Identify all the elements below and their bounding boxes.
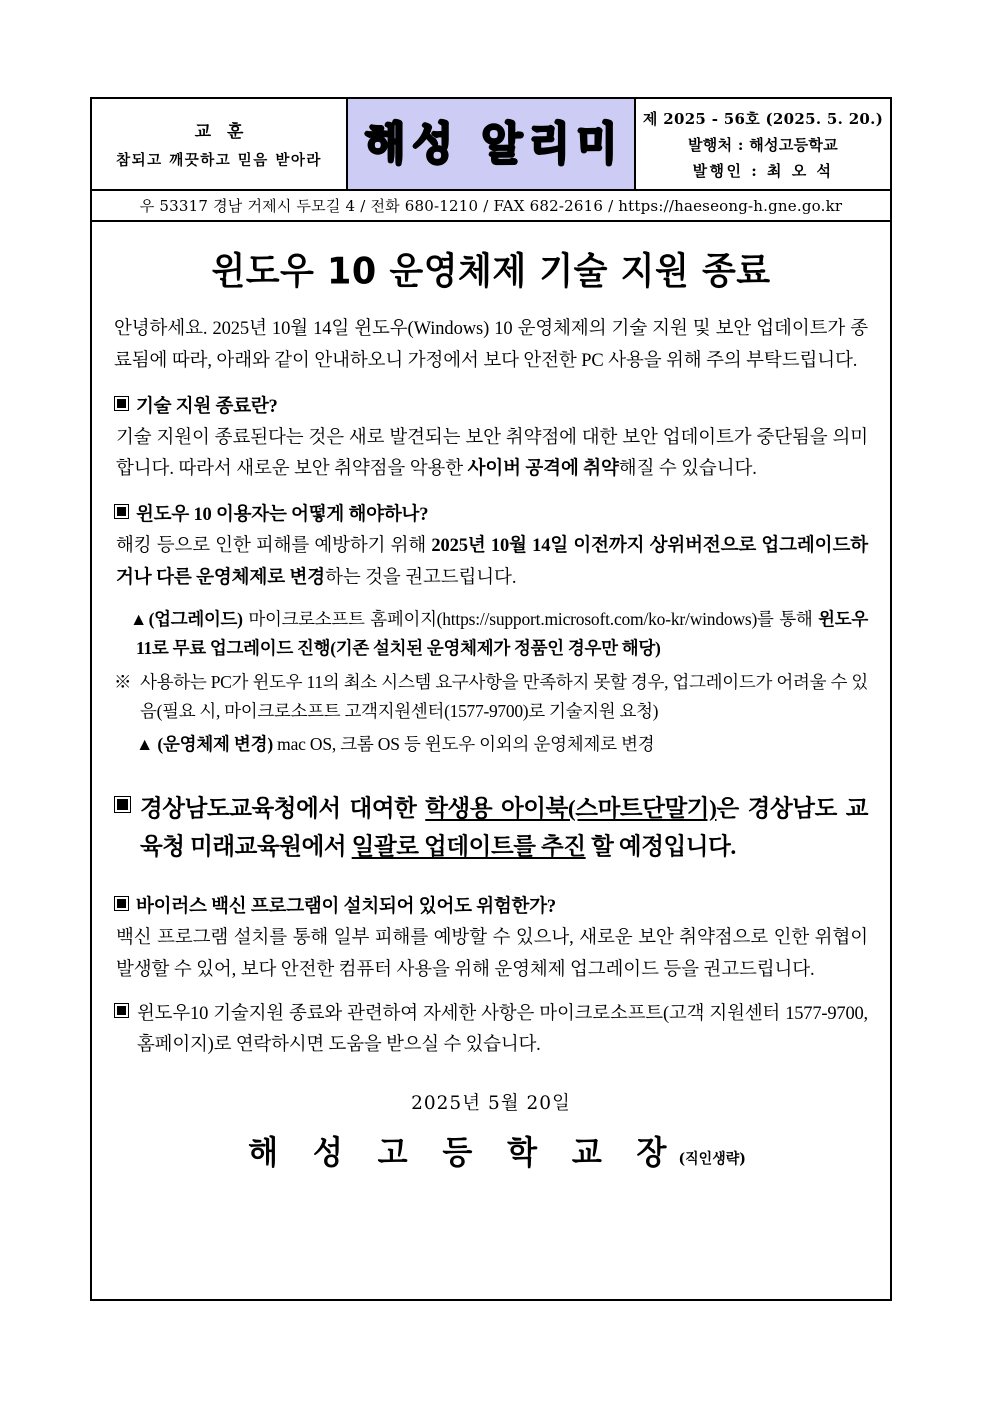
section-contact-text: 윈도우10 기술지원 종료와 관련하여 자세한 사항은 마이크로소프트(고객 지원센터 1577-9700, 홈페이지)로 연락하시면 도움을 받으실 수 있습니다. [137,1003,868,1056]
emphasis-text-a: 경상남도교육청에서 대여한 [140,795,426,822]
motto-text: 참되고 깨끗하고 믿음 받아라 [116,151,322,169]
bullet-upgrade-text-a: 마이크로소프트 홈페이지( [242,608,443,629]
section-1-text-a: 기술 지원이 종료된다는 것은 새로 발견되는 보안 취약점에 대한 보안 업데이트가 중단됨을 의미합니다. 따라서 새로운 보안 취약점을 악용한 [116,427,868,480]
microsoft-support-url[interactable]: https://support.microsoft.com/ko-kr/windows [442,608,752,629]
section-heading-2 [114,500,868,526]
section-1-text-b: 해질 수 있습니다. [618,459,757,480]
section-contact [114,999,868,1062]
square-bullet-icon [114,396,129,411]
triangle-bullet-icon: ▲ [130,608,149,629]
emphasis-text-b: 은 경상남도 교육청 미래교육원에서 [140,795,868,860]
section-2-text-a: 해킹 등으로 인한 피해를 예방하기 위해 [116,536,432,557]
publication-info [636,99,890,189]
school-motto-cell [92,99,348,189]
section-2-text-b: 하는 것을 권고드립니다. [325,568,517,589]
square-bullet-icon [114,896,129,911]
triangle-bullet-icon: ▲ [136,734,154,755]
seal-omitted-note: (직인생략) [678,1151,746,1169]
section-body-2 [114,531,868,595]
section-body-3: 백신 프로그램 설치를 통해 일부 피해를 예방할 수 있으나, 새로운 보안 취약점으로 인한 위협이 발생할 수 있어, 보다 안전한 컴퓨터 사용을 위해 운영체제 업그레이드 등을 권고드립니다. [116,927,868,980]
signature-date: 2025년 5월 20일 [411,1093,571,1115]
bullet-upgrade-bold: 윈도우 11로 무료 업그레이드 진행(기존 설치된 운영체제가 정품인 경우만 해당) [136,608,868,659]
emphasis-block [114,790,868,866]
emphasis-underline-2: 일괄로 업데이트를 추진 [351,833,586,860]
bullet-os-label: (운영체제 변경) [157,734,273,755]
signature-school [114,1127,868,1174]
square-bullet-icon [114,504,129,519]
section-heading-1-label: 기술 지원 종료란? [136,396,278,417]
newsletter-banner [348,99,636,189]
emphasis-text [140,790,868,866]
emphasis-text-c: 할 예정입니다. [585,833,736,860]
publisher-person: 발행인 : 최 오 석 [692,161,834,180]
square-bullet-icon [114,796,131,813]
bullet-os-change [114,730,868,759]
section-2-text-bold: 2025년 10월 14일 이전까지 상위버전으로 업그레이드하거나 다른 운영체제로 변경 [116,536,868,589]
bullet-upgrade [114,605,868,664]
section-heading-1 [114,392,868,418]
address-bar [92,191,890,222]
signature-school-name: 해 성 고 등 학 교 장 [248,1134,679,1173]
motto-title: 교 훈 [194,121,249,142]
section-heading-3 [114,892,868,918]
intro-paragraph: 안녕하세요. 2025년 10월 14일 윈도우(Windows) 10 운영체제의 기술 지원 및 보안 업데이트가 종료됨에 따라, 아래와 같이 안내하오니 가정에서 보다 안전한 PC 사용을 위해 주의 부탁드립니다. [114,319,868,371]
bullet-os-text: mac OS, 크롬 OS 등 윈도우 이외의 운영체제로 변경 [272,734,655,755]
section-body-1 [114,423,868,487]
bullet-note-text: 사용하는 PC가 윈도우 11의 최소 시스템 요구사항을 만족하지 못할 경우, 업그레이드가 어려울 수 있음(필요 시, 마이크로소프트 고객지원센터(1577-9700)로 기술지원 요청) [140,671,868,722]
masthead [92,99,890,191]
square-bullet-icon [114,1003,129,1018]
section-heading-2-label: 윈도우 10 이용자는 어떻게 해야하나? [136,505,429,526]
reference-mark-icon: ※ [114,671,132,692]
address-line: 우 53317 경남 거제시 두모길 4 / 전화 680-1210 / FAX 682-2616 / https://haeseong-h.gne.go.kr [139,197,843,215]
page-title: 윈도우 10 운영체제 기술 지원 종료 [211,251,771,294]
document-frame [90,97,892,1301]
bullet-upgrade-label: (업그레이드) [148,608,243,629]
document-content [92,222,890,1172]
banner-title: 해성 알리미 [364,117,625,170]
section-heading-3-label: 바이러스 백신 프로그램이 설치되어 있어도 위험한가? [136,896,556,917]
bullet-note-requirements [114,668,868,727]
publisher-org: 발행처 : 해성고등학교 [688,135,838,154]
section-1-text-bold: 사이버 공격에 취약 [467,459,619,480]
issue-number: 제 2025 - 56호 (2025. 5. 20.) [642,109,884,128]
bullet-upgrade-text-b: )를 통해 [751,608,819,629]
emphasis-underline-1: 학생용 아이북(스마트단말기) [425,795,717,822]
